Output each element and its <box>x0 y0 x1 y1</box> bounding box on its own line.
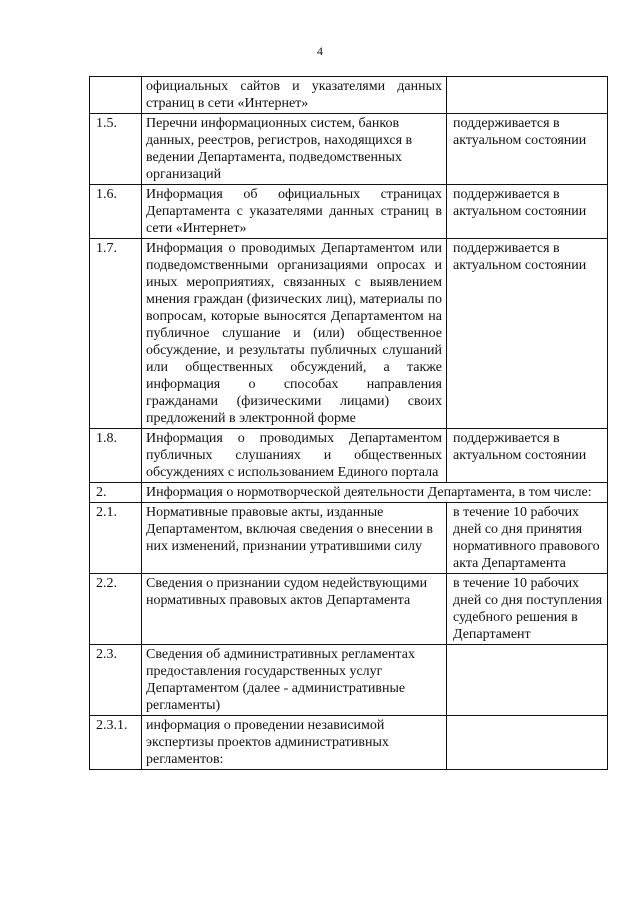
page-number: 4 <box>317 44 323 58</box>
table-row <box>90 185 608 239</box>
row-number: 2.3.1. <box>90 716 142 770</box>
row-text: информация о проведении независимой экспертизы проектов административных регламентов: <box>142 716 447 770</box>
table-row <box>90 114 608 185</box>
table-row <box>90 239 608 429</box>
row-term: в течение 10 рабочих дней со дня принятия нормативного правового акта Департамента <box>447 503 608 574</box>
row-number: 2. <box>90 483 142 503</box>
row-number: 1.7. <box>90 239 142 429</box>
row-text: Нормативные правовые акты, изданные Департаментом, включая сведения о внесении в них изменений, признании утратившими силу <box>142 503 447 574</box>
row-number: 1.8. <box>90 429 142 483</box>
table-row <box>90 574 608 645</box>
table-row <box>90 716 608 770</box>
table-row <box>90 77 608 114</box>
table-row <box>90 429 608 483</box>
row-number <box>90 77 142 114</box>
row-term: поддерживается в актуальном состоянии <box>447 429 608 483</box>
table-row-section <box>90 483 608 503</box>
row-number: 2.2. <box>90 574 142 645</box>
row-text: Перечни информационных систем, банков данных, реестров, регистров, находящихся в ведении Департамента, подведомственных организаций <box>142 114 447 185</box>
row-number: 1.6. <box>90 185 142 239</box>
row-text: Информация об официальных страницах Департамента с указателями данных страниц в сети «Интернет» <box>142 185 447 239</box>
information-table <box>89 76 608 770</box>
row-text: официальных сайтов и указателями данных страниц в сети «Интернет» <box>142 77 447 114</box>
row-text: Сведения об административных регламентах предоставления государственных услуг Департаментом (далее - административные регламенты) <box>142 645 447 716</box>
row-text: Сведения о признании судом недействующими нормативных правовых актов Департамента <box>142 574 447 645</box>
row-number: 2.3. <box>90 645 142 716</box>
row-term: поддерживается в актуальном состоянии <box>447 239 608 429</box>
row-term <box>447 77 608 114</box>
row-term <box>447 645 608 716</box>
row-number: 1.5. <box>90 114 142 185</box>
row-text: Информация о проводимых Департаментом или подведомственными организациями опросах и иных мероприятиях, связанных с выявлением мнения граждан (физических лиц), материалы по вопросам, которые выносятся Департаментом на публичное слушание и (или) общественное обсуждение, и результаты публичных слушаний или общественных обсуждений, а также информация о способах направления гражданами (физическими лицами) своих предложений в электронной форме <box>142 239 447 429</box>
table-row <box>90 645 608 716</box>
row-term: в течение 10 рабочих дней со дня поступления судебного решения в Департамент <box>447 574 608 645</box>
row-text: Информация о проводимых Департаментом публичных слушаниях и общественных обсуждениях с использованием Единого портала <box>142 429 447 483</box>
row-text: Информация о нормотворческой деятельности Департамента, в том числе: <box>142 483 608 503</box>
row-term <box>447 716 608 770</box>
table-row <box>90 503 608 574</box>
row-term: поддерживается в актуальном состоянии <box>447 114 608 185</box>
row-term: поддерживается в актуальном состоянии <box>447 185 608 239</box>
row-number: 2.1. <box>90 503 142 574</box>
